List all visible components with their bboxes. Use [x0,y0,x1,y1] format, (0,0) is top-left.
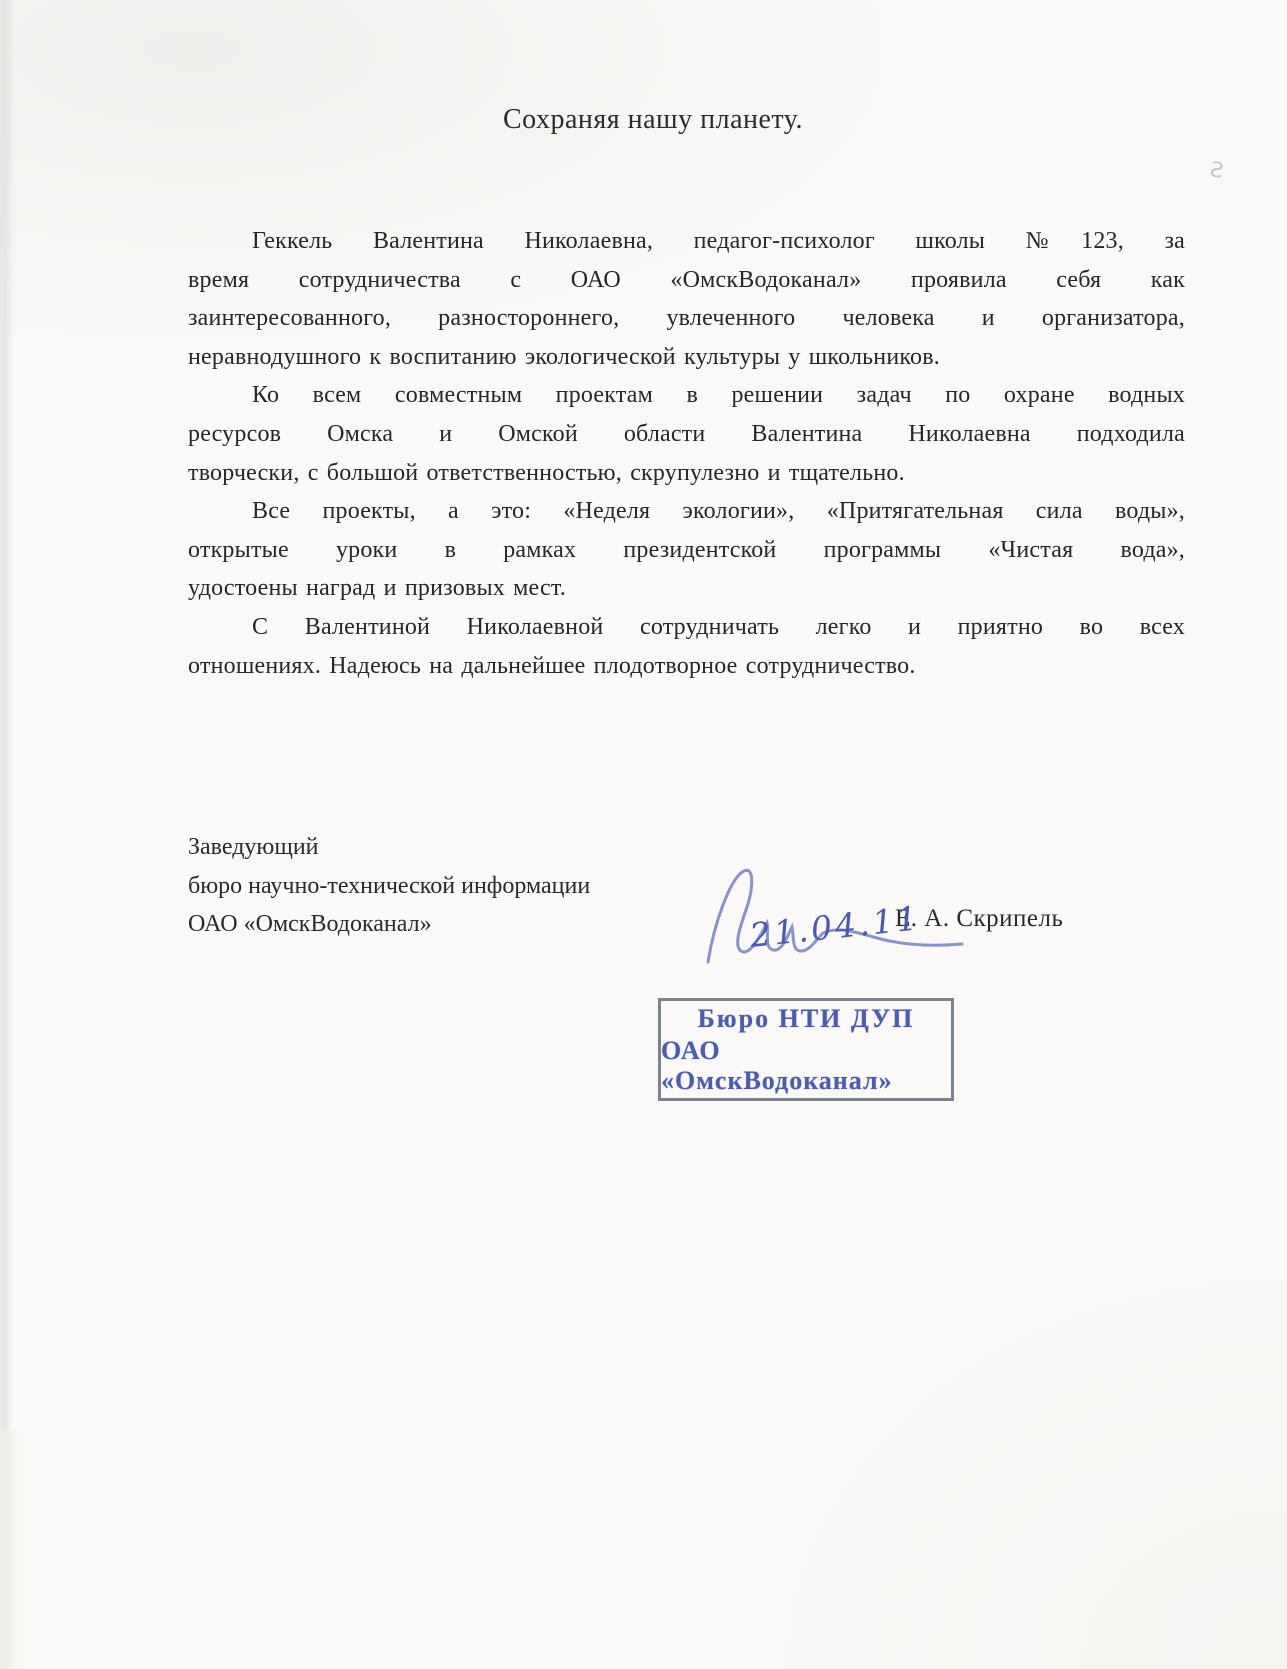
body-line: заинтересованного, разностороннего, увлеченного человека и организатора, [188,305,1185,332]
body-line: ресурсов Омска и Омской области Валентина Николаевна подходила [188,420,1185,447]
body-line: удостоены наград и призовых мест. [188,575,566,602]
signer-position-line: Заведующий [188,834,319,860]
handwritten-date: 21.04.11 [747,898,923,955]
body-line: отношениях. Надеюсь на дальнейшее плодотворное сотрудничество. [188,652,916,679]
body-line: открытые уроки в рамках президентской программы «Чистая вода», [188,536,1185,563]
body-line: неравнодушного к воспитанию экологической культуры у школьников. [188,343,940,370]
body-line: время сотрудничества с ОАО «ОмскВодоканал» проявила себя как [188,266,1185,293]
office-stamp [658,998,954,1101]
stamp-line: ОАО «ОмскВодоканал» [661,1035,893,1095]
body-line: Ко всем совместным проектам в решении задач по охране водных [252,382,1185,409]
signer-name: Е. А. Скрипель [895,905,1064,932]
scan-edge-artifact [0,1430,26,1669]
body-line: Геккель Валентина Николаевна, педагог-психолог школы №123, за [252,228,1185,254]
signer-position-line: бюро научно-технической информации [188,872,591,899]
body-line: творчески, с большой ответственностью, скрупулезно и тщательно. [188,459,905,486]
pencil-mark: Ƨ [1208,157,1225,183]
stamp-line: Бюро НТИ ДУП [697,1003,915,1033]
signer-position-line: ОАО «ОмскВодоканал» [188,911,432,937]
document-body [188,222,1185,685]
body-line: Все проекты, а это: «Неделя экологии», «Притягательная сила воды», [252,498,1185,525]
document-title: Сохраняя нашу планету. [503,104,803,135]
body-line: С Валентиной Николаевной сотрудничать легко и приятно во всех [252,613,1185,640]
